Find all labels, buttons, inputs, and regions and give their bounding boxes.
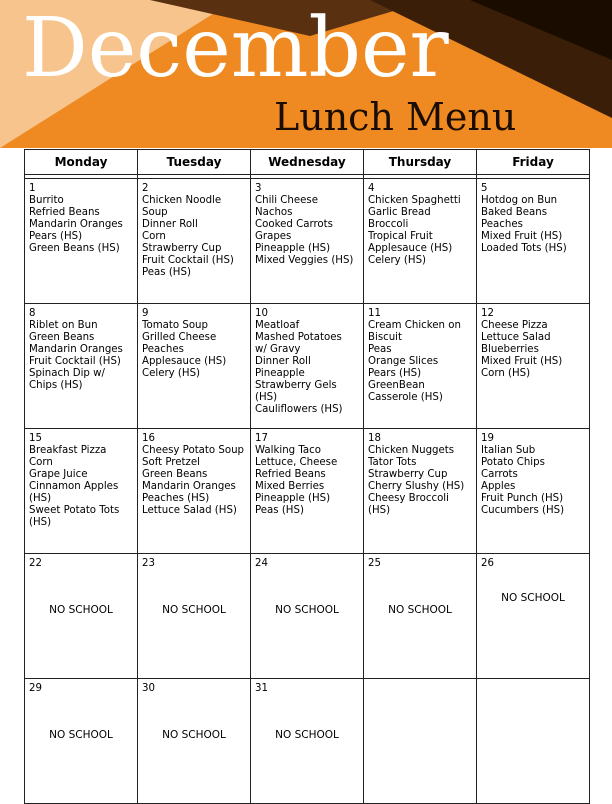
day-number: 12 [481,308,494,319]
day-cell [25,554,138,679]
menu-item: Tomato Soup [142,320,208,331]
menu-item: Applesauce (HS) [368,243,453,254]
menu-item: Cream Chicken on [368,320,461,331]
menu-item: Refried Beans [29,207,100,218]
day-number: 1 [29,183,36,194]
menu-item: Mixed Veggies (HS) [255,255,354,266]
menu-item: Carrots [481,469,518,480]
day-number: 10 [255,308,268,319]
menu-item: Breakfast Pizza [29,445,107,456]
no-school-note: NO SCHOOL [275,604,339,616]
menu-item: (HS) [29,517,52,528]
day-number: 4 [368,183,375,194]
day-number: 15 [29,433,42,444]
no-school-note: NO SCHOOL [162,729,226,741]
menu-item: Potato Chips [481,457,545,468]
menu-item: Biscuit [368,332,403,343]
day-number: 8 [29,308,36,319]
menu-item: Baked Beans [481,207,548,218]
lunch-calendar [24,149,590,804]
menu-item: Corn (HS) [481,368,531,379]
menu-item: Cucumbers (HS) [481,505,565,516]
page-subtitle: Lunch Menu [274,95,517,139]
menu-item: Chili Cheese [255,195,318,206]
day-cell [25,429,138,554]
menu-item: Cauliflowers (HS) [255,404,343,415]
menu-item: Green Beans [142,469,208,480]
menu-item: Italian Sub [481,445,536,456]
day-cell [477,554,590,679]
day-cell [138,179,251,304]
menu-item: Chips (HS) [29,380,83,391]
menu-item: Nachos [255,207,293,218]
menu-item: Riblet on Bun [29,320,98,331]
menu-item: Refried Beans [255,469,326,480]
menu-item: Celery (HS) [368,255,427,266]
day-number: 30 [142,683,155,694]
day-cell [364,554,477,679]
menu-item: Mandarin Oranges [29,219,123,230]
week-row [25,179,590,304]
menu-item: Cheese Pizza [481,320,548,331]
day-cell [251,679,364,804]
menu-item: Strawberry Gels [255,380,337,391]
no-school-note: NO SCHOOL [162,604,226,616]
menu-item: Dinner Roll [142,219,198,230]
menu-item: Fruit Cocktail (HS) [29,356,121,367]
header-banner [0,0,612,148]
day-number: 16 [142,433,155,444]
day-cell [364,679,477,804]
menu-item: Fruit Punch (HS) [481,493,564,504]
menu-item: Tator Tots [368,457,417,468]
menu-item: Mixed Fruit (HS) [481,231,563,242]
menu-item: Grapes [255,231,292,242]
menu-item: Pineapple (HS) [255,243,331,254]
menu-item: Fruit Cocktail (HS) [142,255,234,266]
menu-item: Mixed Fruit (HS) [481,356,563,367]
day-number: 23 [142,558,155,569]
menu-item: Tropical Fruit [368,231,433,242]
menu-item: Garlic Bread [368,207,431,218]
weekday-header-tuesday: Tuesday [138,150,251,175]
menu-item: Green Beans [29,332,95,343]
menu-item: Cinnamon Apples [29,481,119,492]
menu-item: Mashed Potatoes [255,332,342,343]
menu-item: Grilled Cheese [142,332,217,343]
no-school-note: NO SCHOOL [49,604,113,616]
day-number: 22 [29,558,42,569]
menu-item: Cheesy Potato Soup [142,445,245,456]
menu-item: Blueberries [481,344,539,355]
menu-item: Chicken Spaghetti [368,195,461,206]
day-number: 17 [255,433,268,444]
day-number: 3 [255,183,262,194]
day-number: 25 [368,558,381,569]
weekday-header-row [25,150,590,175]
day-cell [251,429,364,554]
menu-item: Apples [481,481,516,492]
menu-item: (HS) [255,392,278,403]
day-cell [251,304,364,429]
menu-item: Dinner Roll [255,356,311,367]
day-cell [138,554,251,679]
week-row [25,304,590,429]
day-cell [138,679,251,804]
day-cell [477,679,590,804]
day-cell [477,429,590,554]
menu-item: (HS) [29,493,52,504]
day-cell [138,304,251,429]
menu-item: Peaches [142,344,184,355]
menu-item: Hotdog on Bun [481,195,558,206]
menu-item: Strawberry Cup [368,469,448,480]
day-cell [138,429,251,554]
day-cell [251,554,364,679]
menu-item: Casserole (HS) [368,392,443,403]
menu-item: Lettuce, Cheese [255,457,338,468]
day-number: 9 [142,308,149,319]
day-number: 5 [481,183,488,194]
day-number: 18 [368,433,381,444]
menu-item: Applesauce (HS) [142,356,227,367]
page-title: December [22,1,449,96]
menu-item: Meatloaf [255,320,300,331]
menu-item: Spinach Dip w/ [29,368,105,379]
week-row [25,429,590,554]
menu-item: Orange Slices [368,356,439,367]
menu-item: Sweet Potato Tots [29,505,120,516]
no-school-note: NO SCHOOL [501,592,565,604]
menu-item: Peas [368,344,392,355]
menu-item: Lettuce Salad [481,332,551,343]
no-school-note: NO SCHOOL [275,729,339,741]
week-row [25,679,590,804]
menu-item: Lettuce Salad (HS) [142,505,237,516]
menu-item: Peaches [481,219,523,230]
day-cell [364,429,477,554]
weekday-header-thursday: Thursday [364,150,477,175]
day-cell [477,179,590,304]
menu-item: Pineapple [255,368,305,379]
menu-item: Mixed Berries [255,481,325,492]
menu-item: Broccoli [368,219,409,230]
weekday-header-monday: Monday [25,150,138,175]
menu-item: Chicken Nuggets [368,445,455,456]
day-number: 26 [481,558,494,569]
day-number: 11 [368,308,381,319]
menu-item: Peas (HS) [255,505,304,516]
menu-item: Mandarin Oranges [29,344,123,355]
weekday-header-wednesday: Wednesday [251,150,364,175]
day-cell [25,679,138,804]
menu-item: Corn [29,457,53,468]
menu-item: Grape Juice [29,469,88,480]
menu-item: w/ Gravy [255,344,301,355]
menu-item: Burrito [29,195,64,206]
weekday-header-friday: Friday [477,150,590,175]
menu-item: Mandarin Oranges [142,481,236,492]
menu-item: Cooked Carrots [255,219,333,230]
menu-item: Loaded Tots (HS) [481,243,567,254]
day-number: 19 [481,433,494,444]
menu-item: Pineapple (HS) [255,493,331,504]
menu-item: Chicken Noodle [142,195,222,206]
menu-item: Soup [142,207,168,218]
day-number: 31 [255,683,268,694]
no-school-note: NO SCHOOL [49,729,113,741]
menu-item: Peaches (HS) [142,493,210,504]
menu-item: Cherry Slushy (HS) [368,481,465,492]
menu-item: Strawberry Cup [142,243,222,254]
day-cell [364,304,477,429]
day-cell [251,179,364,304]
menu-item: Celery (HS) [142,368,201,379]
menu-item: Soft Pretzel [142,457,200,468]
menu-item: Pears (HS) [29,231,83,242]
menu-item: Cheesy Broccoli (HS) [368,493,449,516]
day-cell [25,304,138,429]
no-school-note: NO SCHOOL [388,604,452,616]
day-cell [25,179,138,304]
menu-item: Peas (HS) [142,267,191,278]
menu-item: Green Beans (HS) [29,243,120,254]
week-row [25,554,590,679]
day-number: 24 [255,558,268,569]
day-number: 2 [142,183,149,194]
day-cell [477,304,590,429]
menu-item: Walking Taco [255,445,321,456]
day-number: 29 [29,683,42,694]
menu-item: GreenBean [368,380,425,391]
menu-item: Pears (HS) [368,368,422,379]
day-cell [364,179,477,304]
menu-item: Corn [142,231,166,242]
